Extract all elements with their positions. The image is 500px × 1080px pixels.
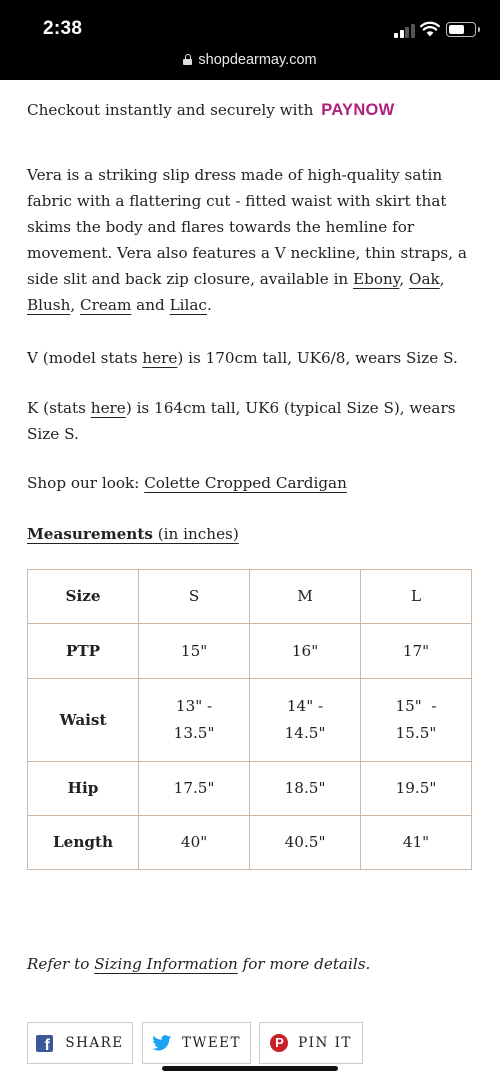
table-header-cell: M <box>250 570 361 624</box>
twitter-tweet-button[interactable] <box>142 1022 251 1064</box>
color-link-lilac[interactable]: Lilac <box>169 296 207 314</box>
separator: , <box>439 270 445 288</box>
table-cell: 15" <box>139 624 250 679</box>
address-bar[interactable] <box>0 52 500 68</box>
model-v-prefix: V (model stats <box>27 349 143 367</box>
table-row-label: Hip <box>28 762 139 816</box>
battery-icon <box>446 22 476 37</box>
twitter-tweet-label: TWEET <box>181 1035 242 1051</box>
table-cell: 19.5" <box>361 762 472 816</box>
checkout-text: Checkout instantly and securely with <box>27 101 314 119</box>
description-text: Vera is a striking slip dress made of high-quality satin fabric with a flattering cut - fitted waist with skirt that skims the body and flares towards the hemline for movement. Vera also features a V neckline, thin straps, a side slit and back zip closure, available in <box>27 166 467 288</box>
sizing-info-note <box>27 955 370 973</box>
model-v-suffix: ) is 170cm tall, UK6/8, wears Size S. <box>177 349 458 367</box>
status-time: 2:38 <box>43 18 83 39</box>
twitter-icon <box>152 1035 172 1051</box>
measurements-heading <box>27 521 239 547</box>
separator: and <box>131 296 170 314</box>
color-link-blush[interactable]: Blush <box>27 296 71 314</box>
checkout-line <box>27 97 395 123</box>
table-cell: 17" <box>361 624 472 679</box>
url-text: shopdearmay.com <box>198 52 317 68</box>
table-cell: 40" <box>139 816 250 870</box>
table-cell <box>250 679 361 762</box>
model-v-stats <box>27 345 475 371</box>
table-header-cell: S <box>139 570 250 624</box>
pinterest-pin-button[interactable] <box>259 1022 363 1064</box>
separator: . <box>206 296 212 314</box>
shop-our-look <box>27 470 475 496</box>
facebook-share-button[interactable] <box>27 1022 133 1064</box>
table-row <box>28 624 472 679</box>
table-header-cell: L <box>361 570 472 624</box>
table-row <box>28 816 472 870</box>
facebook-share-label: SHARE <box>65 1035 124 1051</box>
model-k-stats-link[interactable]: here <box>90 399 126 417</box>
table-cell: 40.5" <box>250 816 361 870</box>
pinterest-pin-label: PIN IT <box>298 1035 352 1051</box>
refer-prefix: Refer to <box>27 955 95 973</box>
table-cell-text: 13" - 13.5" <box>173 697 215 742</box>
table-header-row <box>28 570 472 624</box>
table-row <box>28 762 472 816</box>
table-cell <box>361 679 472 762</box>
wifi-icon <box>420 21 440 37</box>
table-cell: 18.5" <box>250 762 361 816</box>
description-paragraph <box>27 162 475 318</box>
table-row-label: PTP <box>28 624 139 679</box>
table-header-cell: Size <box>28 570 139 624</box>
facebook-icon <box>36 1035 53 1052</box>
pinterest-icon <box>270 1034 288 1052</box>
table-cell <box>139 679 250 762</box>
measurements-title: Measurements <box>27 525 153 543</box>
size-chart-table <box>27 569 472 870</box>
color-link-oak[interactable]: Oak <box>409 270 440 288</box>
table-cell: 17.5" <box>139 762 250 816</box>
table-cell: 41" <box>361 816 472 870</box>
shop-look-prefix: Shop our look: <box>27 474 145 492</box>
table-cell: 16" <box>250 624 361 679</box>
model-k-stats <box>27 395 475 447</box>
paynow-logo: PAYNOW <box>321 101 395 119</box>
status-bar <box>0 0 500 80</box>
table-row <box>28 679 472 762</box>
separator: , <box>399 270 409 288</box>
model-v-stats-link[interactable]: here <box>142 349 178 367</box>
model-k-suffix: ) is 164cm tall, UK6 (typical Size S), wears Size S. <box>27 399 456 443</box>
table-cell-text: 14" - 14.5" <box>284 697 326 742</box>
table-row-label: Waist <box>28 679 139 762</box>
separator: , <box>70 296 81 314</box>
table-row-label: Length <box>28 816 139 870</box>
signal-icon <box>394 24 416 38</box>
home-indicator[interactable] <box>162 1066 338 1071</box>
shop-look-link[interactable]: Colette Cropped Cardigan <box>144 474 347 492</box>
color-link-ebony[interactable]: Ebony <box>353 270 400 288</box>
refer-suffix: for more details. <box>237 955 371 973</box>
color-link-cream[interactable]: Cream <box>80 296 132 314</box>
sizing-information-link[interactable]: Sizing Information <box>94 955 238 973</box>
model-k-prefix: K (stats <box>27 399 91 417</box>
measurements-unit: (in inches) <box>152 525 239 543</box>
lock-icon <box>183 54 192 65</box>
table-cell-text: 15" - 15.5" <box>395 697 442 742</box>
